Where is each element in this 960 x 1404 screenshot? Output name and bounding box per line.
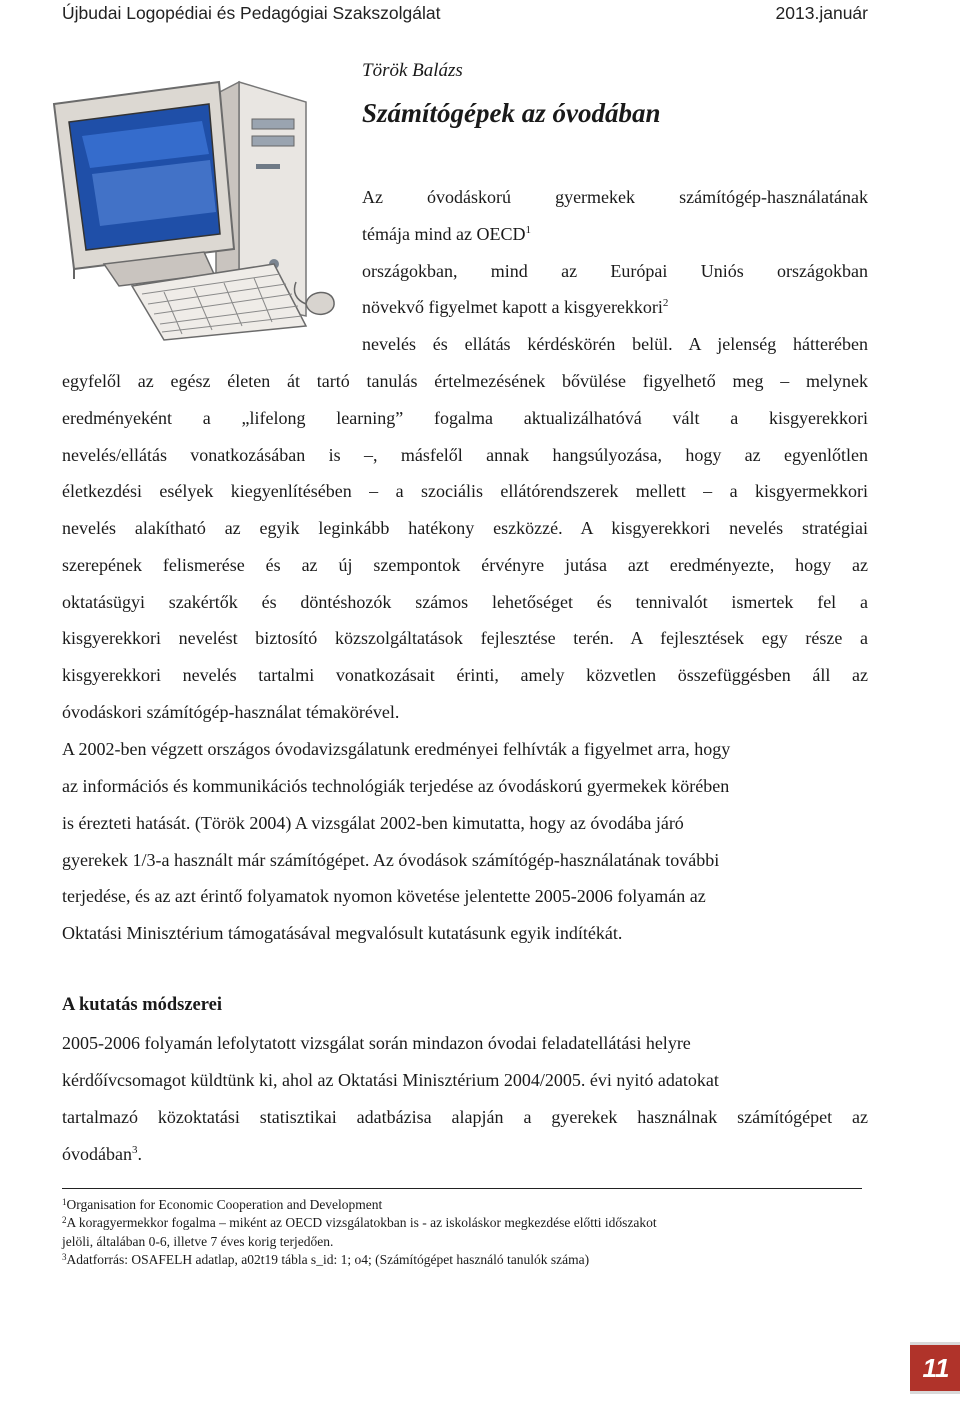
paragraph-line: kérdőívcsomagot küldtünk ki, ahol az Oktatási Minisztérium 2004/2005. évi nyitó adatokat [62, 1070, 719, 1090]
footnote-text: Adatforrás: OSAFELH adatlap, a02t19 tábla s_id: 1; o4; (Számítógépet használó tanulók száma) [66, 1252, 590, 1267]
footnote-ref: 1 [525, 224, 531, 236]
paragraph-line: eredményeként a „lifelong learning” fogalma aktualizálhatóvá vált a kisgyerekkori [62, 408, 868, 428]
paragraph-line: életkezdési esélyek kiegyenlítésében – a szociális ellátórendszerek mellett – a kisgyermekkori [62, 481, 868, 501]
paragraph-line: Oktatási Minisztérium támogatásával megvalósult kutatásunk egyik indítékát. [62, 923, 623, 943]
paragraph-line [62, 1141, 868, 1167]
paragraph-line: A 2002-ben végzett országos óvodavizsgálatunk eredményei felhívták a figyelmet arra, hogy [62, 739, 731, 759]
footnote-3 [62, 1251, 589, 1269]
intro-line: országokban, mind az Európai Uniós országokban [362, 261, 868, 281]
footnote-ref: 2 [662, 297, 669, 309]
paragraph-line: óvodáskori számítógép-használat témakörével. [62, 702, 400, 722]
section-heading: A kutatás módszerei [62, 995, 222, 1015]
intro-line [362, 221, 868, 247]
footnote-ref: 3 [131, 1144, 138, 1156]
paragraph-line: terjedése, és az azt érintő folyamatok nyomon követése jelentette 2005-2006 folyamán az [62, 886, 706, 906]
paragraph-line: oktatásügyi szakértők és döntéshozók számos lehetőséget és tennivalót ismertek fel a [62, 592, 868, 612]
intro-line: nevelés és ellátás kérdéskörén belül. A jelenség hátterében [362, 334, 868, 354]
article-title: Számítógépek az óvodában [362, 98, 661, 128]
paragraph-line: nevelés/ellátás vonatkozásában is –, másfelől annak hangsúlyozása, hogy az egyenlőtlen [62, 445, 868, 465]
paragraph-line: kisgyerekkori nevelést biztosító közszolgáltatások fejlesztése terén. A fejlesztések egy része a [62, 628, 868, 648]
footnote-1 [62, 1196, 382, 1214]
paragraph-line: egyfelől az egész életen át tartó tanulás értelmezésének bővülése figyelhető meg – melynek [62, 371, 868, 391]
computer-illustration-icon [34, 64, 354, 342]
article-author: Török Balázs [362, 60, 463, 81]
intro-line [362, 294, 868, 320]
paragraph-line: gyerekek 1/3-a használt már számítógépet. Az óvodások számítógép-használatának további [62, 850, 720, 870]
page-number: 11 [910, 1342, 960, 1394]
footnote-number: 2 [62, 1215, 67, 1225]
intro-text: témája mind az OECD [362, 224, 526, 244]
intro-line: Az óvodáskorú gyermekek számítógép-használatának [362, 187, 868, 207]
footnote-text: A koragyermekkor fogalma – miként az OECD vizsgálatokban is - az iskoláskor megkezdése előtti időszakot [66, 1215, 657, 1230]
paragraph-line: tartalmazó közoktatási statisztikai adatbázisa alapján a gyerekek használnak számítógépet az [62, 1107, 868, 1127]
paragraph-line: nevelés alakítható az egyik leginkább hatékony eszközzé. A kisgyerekkori nevelés stratégiai [62, 518, 868, 538]
header-organization: Újbudai Logopédiai és Pedagógiai Szakszolgálat [62, 3, 441, 23]
footnote-text: Organisation for Economic Cooperation and Development [66, 1197, 383, 1212]
paragraph-line: 2005-2006 folyamán lefolytatott vizsgálat során mindazon óvodai feladatellátási helyre [62, 1033, 691, 1053]
paragraph-text: . [137, 1144, 142, 1164]
page-header [62, 0, 868, 26]
footnote-number: 3 [62, 1252, 67, 1262]
paragraph-line: kisgyerekkori nevelés tartalmi vonatkozásait érinti, amely közvetlen összefüggésben áll az [62, 665, 868, 685]
paragraph-line: szerepének felismerése és az új szempontok érvényre jutása azt eredményezte, hogy az [62, 555, 868, 575]
intro-text: növekvő figyelmet kapott a kisgyerekkori [362, 297, 663, 317]
paragraph-line: is érezteti hatását. (Török 2004) A vizsgálat 2002-ben kimutatta, hogy az óvodába járó [62, 813, 684, 833]
paragraph-text: óvodában [62, 1144, 132, 1164]
footnote-2 [62, 1214, 657, 1232]
paragraph-line: az információs és kommunikációs technológiák terjedése az óvodáskorú gyermekek körében [62, 776, 730, 796]
footnote-number: 1 [62, 1197, 67, 1207]
footnote-divider [62, 1188, 862, 1189]
footnote-2-continued: jelöli, általában 0-6, illetve 7 éves korig terjedően. [62, 1234, 334, 1249]
header-date: 2013.január [775, 3, 868, 23]
